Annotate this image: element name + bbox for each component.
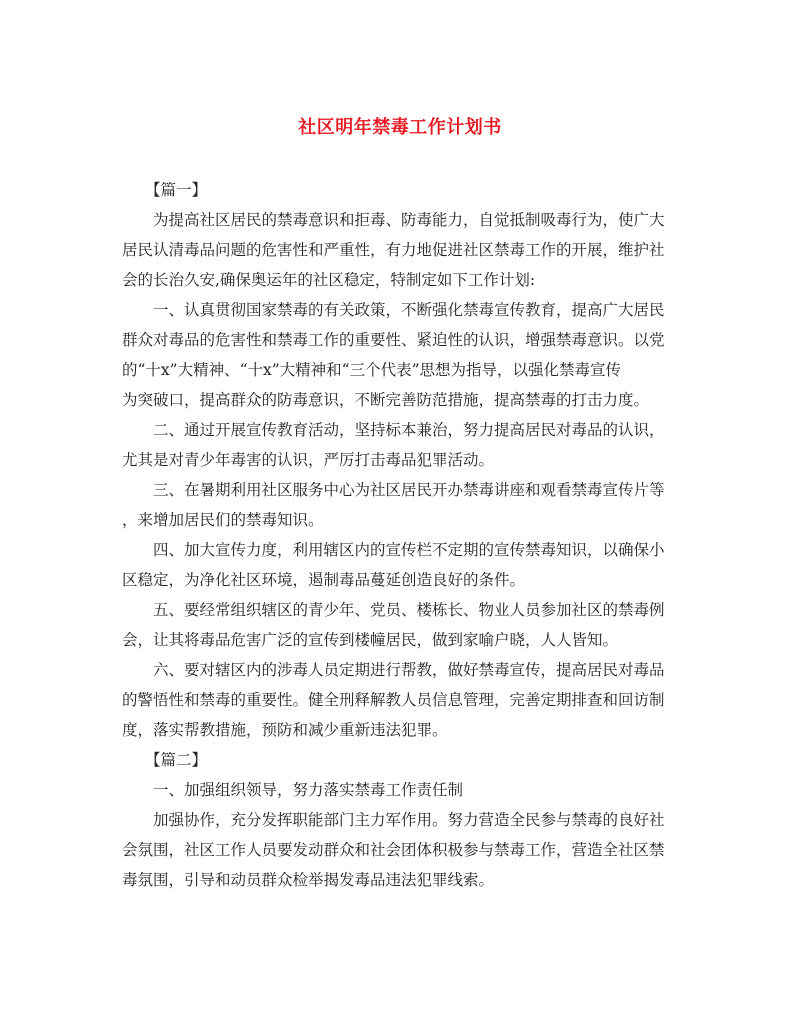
paragraph-intro: [122, 205, 678, 295]
paragraph-line: 毒氛围，引导和动员群众检举揭发毒品违法犯罪线索。: [122, 871, 495, 889]
paragraph-subheading: [122, 775, 678, 805]
paragraph-line: 五、要经常组织辖区的青少年、党员、楼栋长、物业人员参加社区的禁毒例: [153, 601, 665, 619]
paragraph-line: 四、加大宣传力度，利用辖区内的宣传栏不定期的宣传禁毒知识，以确保小: [153, 541, 665, 559]
paragraph-item-4: [122, 535, 678, 595]
paragraph-line: 一、认真贯彻国家禁毒的有关政策，不断强化禁毒宣传教育，提高广大居民: [153, 301, 665, 319]
paragraph-line: 群众对毒品的危害性和禁毒工作的重要性、紧迫性的认识，增强禁毒意识。以党: [122, 331, 665, 349]
paragraph-line: 尤其是对青少年毒害的认识，严厉打击毒品犯罪活动。: [122, 451, 495, 469]
paragraph-line: 为突破口，提高群众的防毒意识，不断完善防范措施，提高禁毒的打击力度。: [122, 391, 650, 409]
paragraph-line: 六、要对辖区内的涉毒人员定期进行帮教，做好禁毒宣传，提高居民对毒品: [153, 661, 665, 679]
paragraph-line: 的“十x”大精神、“十x”大精神和“三个代表”思想为指导，以强化禁毒宣传: [122, 361, 622, 379]
paragraph-line: 会的长治久安,确保奥运年的社区稳定，特制定如下工作计划:: [122, 271, 536, 289]
paragraph-item-3: [122, 475, 678, 535]
paragraph-cooperation: [122, 805, 678, 895]
paragraph-line: 度，落实帮教措施，预防和减少重新违法犯罪。: [122, 721, 448, 739]
paragraph-item-1: [122, 295, 678, 415]
paragraph-line: 的警悟性和禁毒的重要性。健全刑释解教人员信息管理，完善定期排查和回访制: [122, 691, 665, 709]
section-heading-1: 【篇一】: [145, 181, 208, 199]
paragraph-line: ，来增加居民们的禁毒知识。: [122, 511, 324, 529]
paragraph-line: 区稳定，为净化社区环境，遏制毒品蔓延创造良好的条件。: [122, 571, 526, 589]
paragraph-line: 为提高社区居民的禁毒意识和拒毒、防毒能力，自觉抵制吸毒行为，使广大: [153, 211, 665, 229]
paragraph-line: 一、加强组织领导，努力落实禁毒工作责任制: [153, 781, 464, 799]
paragraph-item-2: [122, 415, 678, 475]
document-body: [122, 175, 678, 895]
paragraph-line: 会，让其将毒品危害广泛的宣传到楼幢居民，做到家喻户晓，人人皆知。: [122, 631, 619, 649]
paragraph-line: 三、在暑期利用社区服务中心为社区居民开办禁毒讲座和观看禁毒宣传片等: [153, 481, 665, 499]
paragraph-line: 居民认清毒品问题的危害性和严重性，有力地促进社区禁毒工作的开展，维护社: [122, 241, 665, 259]
document-title: 社区明年禁毒工作计划书: [298, 117, 502, 138]
paragraph-item-5: [122, 595, 678, 655]
paragraph-line: 加强协作，充分发挥职能部门主力军作用。努力营造全民参与禁毒的良好社: [153, 811, 665, 829]
paragraph-line: 会氛围，社区工作人员要发动群众和社会团体积极参与禁毒工作，营造全社区禁: [122, 841, 665, 859]
paragraph-item-6: [122, 655, 678, 745]
section-heading-2: 【篇二】: [145, 751, 208, 769]
paragraph-line: 二、通过开展宣传教育活动，坚持标本兼治，努力提高居民对毒品的认识，: [153, 421, 665, 439]
